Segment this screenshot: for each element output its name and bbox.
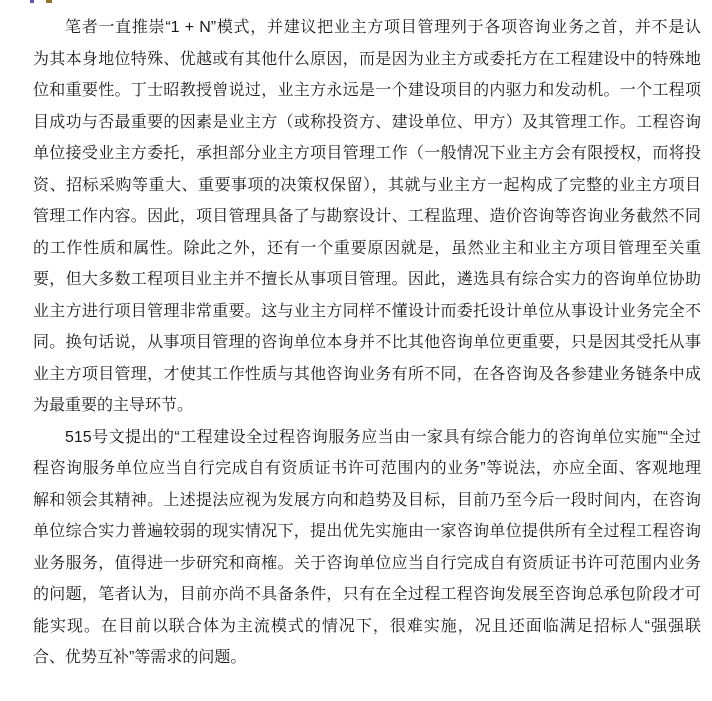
text-line: 为其本身地位特殊、优越或有其他什么原因，而是因为业主方或委托方在工程建设中的特殊地 bbox=[33, 50, 701, 68]
text-line: 能实现。在目前以联合体为主流模式的情况下，很难实施，况且还面临满足招标人“强强联 bbox=[33, 617, 701, 635]
text-line: 合、优势互补”等需求的问题。 bbox=[33, 649, 247, 666]
text-line: 资、招标采购等重大、重要事项的决策权保留），其就与业主方一起构成了完整的业主方项目 bbox=[33, 176, 701, 194]
text-line: 的工作性质和属性。除此之外，还有一个重要原因就是，虽然业主和业主方项目管理至关重 bbox=[33, 239, 701, 257]
text-line: 单位综合实力普遍较弱的现实情况下，提出优先实施由一家咨询单位提供所有全过程工程咨询 bbox=[33, 523, 701, 540]
text-line: 为最重要的主导环节。 bbox=[33, 397, 194, 414]
clipped-line-fragment bbox=[30, 0, 34, 3]
text-line: 515号文提出的“工程建设全过程咨询服务应当由一家具有综合能力的咨询单位实施”“全过 bbox=[65, 428, 701, 446]
text-line: 程咨询服务单位应当自行完成自有资质证书许可范围内的业务”等说法，亦应全面、客观地理 bbox=[33, 460, 701, 477]
text-line: 的问题，笔者认为，目前亦尚不具备条件，只有在全过程工程咨询发展至咨询总承包阶段才可 bbox=[33, 586, 701, 603]
clipped-line-fragment bbox=[46, 0, 52, 3]
text-line: 目成功与否最重要的因素是业主方（或称投资方、建设单位、甲方）及其管理工作。工程咨询 bbox=[33, 113, 701, 131]
text-line: 要，但大多数工程项目业主并不擅长从事项目管理。因此，遴选具有综合实力的咨询单位协助 bbox=[33, 271, 701, 288]
text-line: 管理工作内容。因此，项目管理具备了与勘察设计、工程监理、造价咨询等咨询业务截然不同 bbox=[33, 208, 701, 225]
text-line: 单位接受业主方委托，承担部分业主方项目管理工作（一般情况下业主方会有限授权，而将投 bbox=[33, 145, 701, 162]
text-body bbox=[33, 12, 701, 674]
text-line: 业主方进行项目管理非常重要。这与业主方同样不懂设计而委托设计单位从事设计业务完全不 bbox=[33, 302, 701, 320]
text-line: 同。换句话说，从事项目管理的咨询单位本身并不比其他咨询单位更重要，只是因其受托从事 bbox=[33, 334, 701, 351]
text-line: 笔者一直推崇“1 + N”模式，并建议把业主方项目管理列于各项咨询业务之首，并不是认 bbox=[65, 19, 701, 36]
text-line: 业务服务，值得进一步研究和商榷。关于咨询单位应当自行完成自有资质证书许可范围内业务 bbox=[33, 554, 701, 572]
text-line: 位和重要性。丁士昭教授曾说过，业主方永远是一个建设项目的内驱力和发动机。一个工程项 bbox=[33, 82, 701, 99]
text-line: 业主方项目管理，才使其工作性质与其他咨询业务有所不同，在各咨询及各参建业务链条中成 bbox=[33, 365, 701, 383]
text-line: 解和领会其精神。上述提法应视为发展方向和趋势及目标，目前乃至今后一段时间内，在咨询 bbox=[33, 491, 701, 509]
